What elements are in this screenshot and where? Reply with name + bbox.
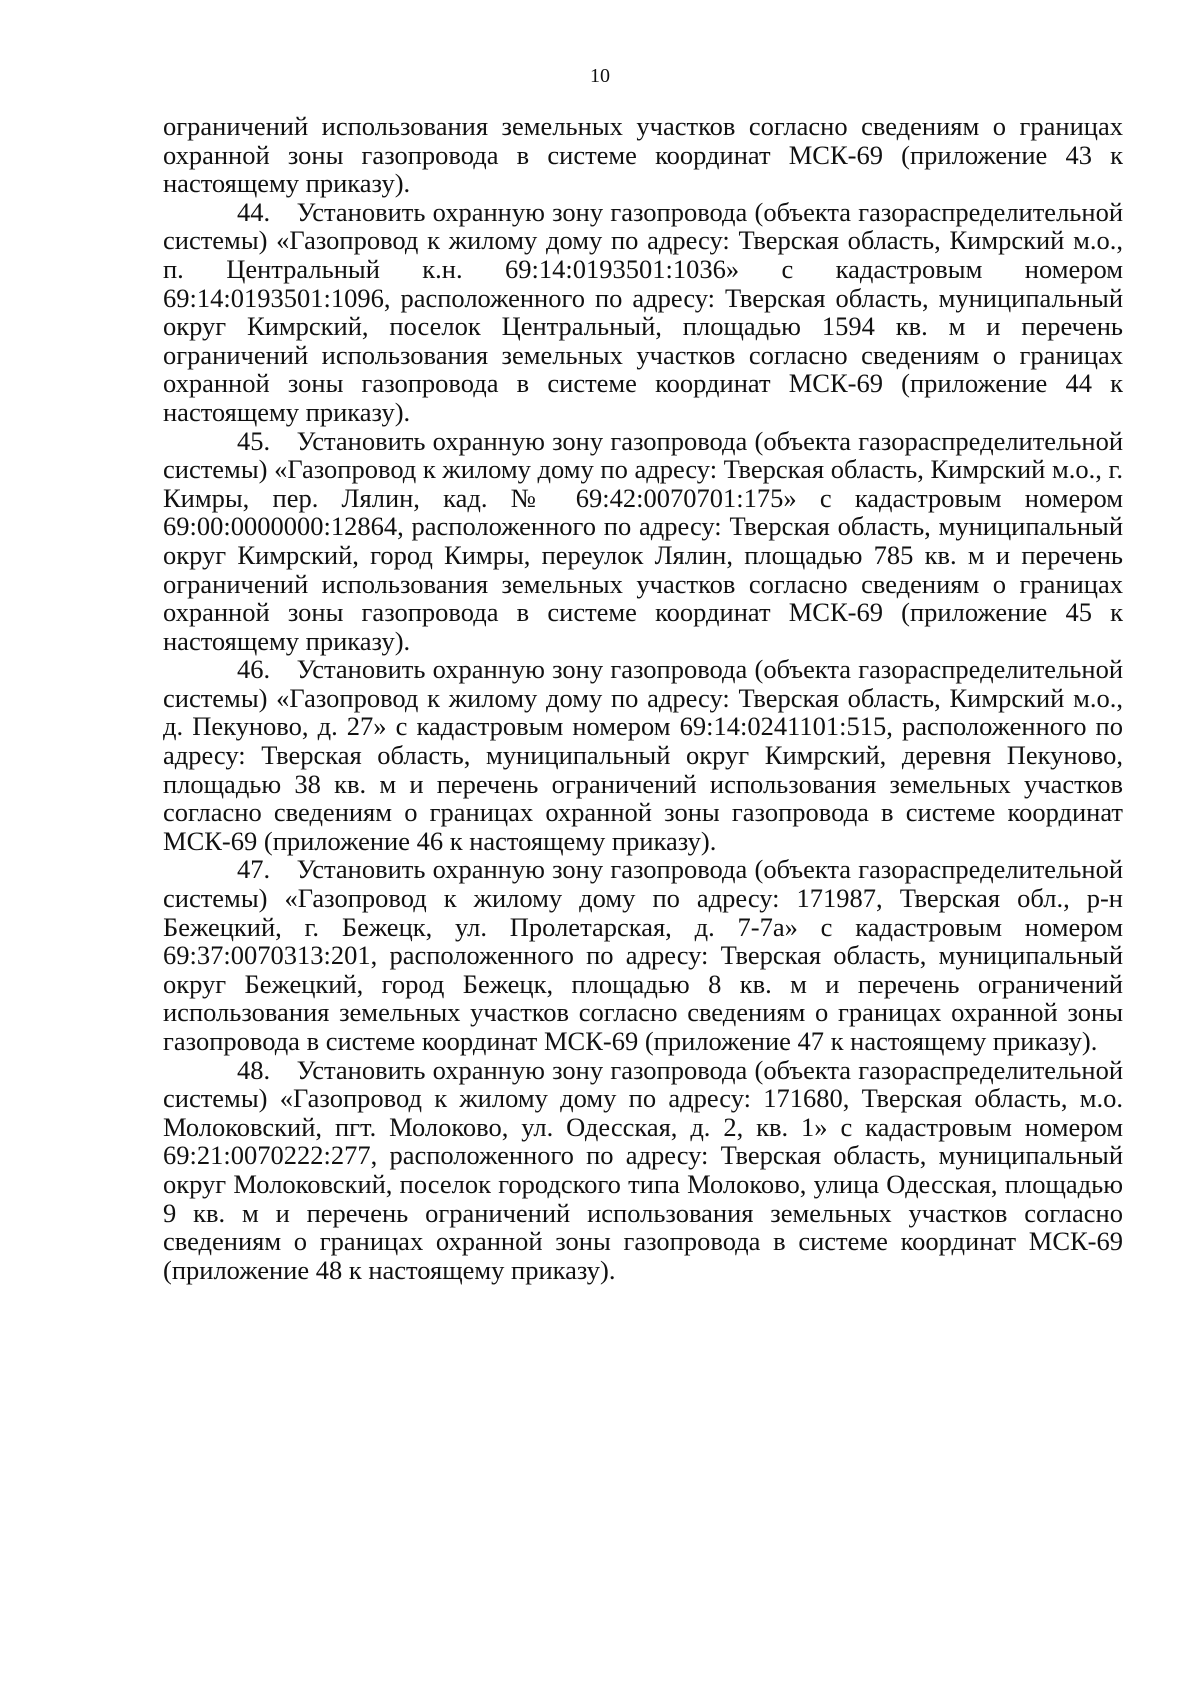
document-body: [163, 112, 1123, 1284]
paragraph-continuation: ограничений использования земельных участков согласно сведениям о границах охранной зоны газопровода в системе координат МСК-69 (приложение 43 к настоящему приказу).: [163, 111, 1123, 199]
paragraph-item-47: 47. Установить охранную зону газопровода (объекта газораспределительной системы) «Газопровод к жилому дому по адресу: 171987, Тверская обл., р-н Бежецкий, г. Бежецк, ул. Пролетарская, д. 7-7а» с кадастровым номером 69:37:0070313:201, расположенного по адресу: Тверская область, муниципальный округ Бежецкий, город Бежецк, площадью 8 кв. м и перечень ограничений использования земельных участков согласно сведениям о границах охранной зоны газопровода в системе координат МСК-69 (приложение 47 к настоящему приказу).: [163, 854, 1123, 1056]
paragraph-item-48: 48. Установить охранную зону газопровода (объекта газораспределительной системы) «Газопровод к жилому дому по адресу: 171680, Тверская область, м.о. Молоковский, пгт. Молоково, ул. Одесская, д. 2, кв. 1» с кадастровым номером 69:21:0070222:277, расположенного по адресу: Тверская область, муниципальный округ Молоковский, поселок городского типа Молоково, улица Одесская, площадью 9 кв. м и перечень ограничений использования земельных участков согласно сведениям о границах охранной зоны газопровода в системе координат МСК-69 (приложение 48 к настоящему приказу).: [163, 1054, 1123, 1285]
page-number: 10: [590, 65, 610, 87]
paragraph-item-44: 44. Установить охранную зону газопровода (объекта газораспределительной системы) «Газопровод к жилому дому по адресу: Тверская область, Кимрский м.о., п. Центральный к.н. 69:14:0193501:1036» с кадастровым номером 69:14:0193501:1096, расположенного по адресу: Тверская область, муниципальный округ Кимрский, поселок Центральный, площадью 1594 кв. м и перечень ограничений использования земельных участков согласно сведениям о границах охранной зоны газопровода в системе координат МСК-69 (приложение 44 к настоящему приказу).: [163, 196, 1123, 427]
paragraph-item-45: 45. Установить охранную зону газопровода (объекта газораспределительной системы) «Газопровод к жилому дому по адресу: Тверская область, Кимрский м.о., г. Кимры, пер. Лялин, кад. № 69:42:0070701:175» с кадастровым номером 69:00:0000000:12864, расположенного по адресу: Тверская область, муниципальный округ Кимрский, город Кимры, переулок Лялин, площадью 785 кв. м и перечень ограничений использования земельных участков согласно сведениям о границах охранной зоны газопровода в системе координат МСК-69 (приложение 45 к настоящему приказу).: [163, 425, 1123, 656]
paragraph-item-46: 46. Установить охранную зону газопровода (объекта газораспределительной системы) «Газопровод к жилому дому по адресу: Тверская область, Кимрский м.о., д. Пекуново, д. 27» с кадастровым номером 69:14:0241101:515, расположенного по адресу: Тверская область, муниципальный округ Кимрский, деревня Пекуново, площадью 38 кв. м и перечень ограничений использования земельных участков согласно сведениям о границах охранной зоны газопровода в системе координат МСК-69 (приложение 46 к настоящему приказу).: [163, 654, 1123, 856]
